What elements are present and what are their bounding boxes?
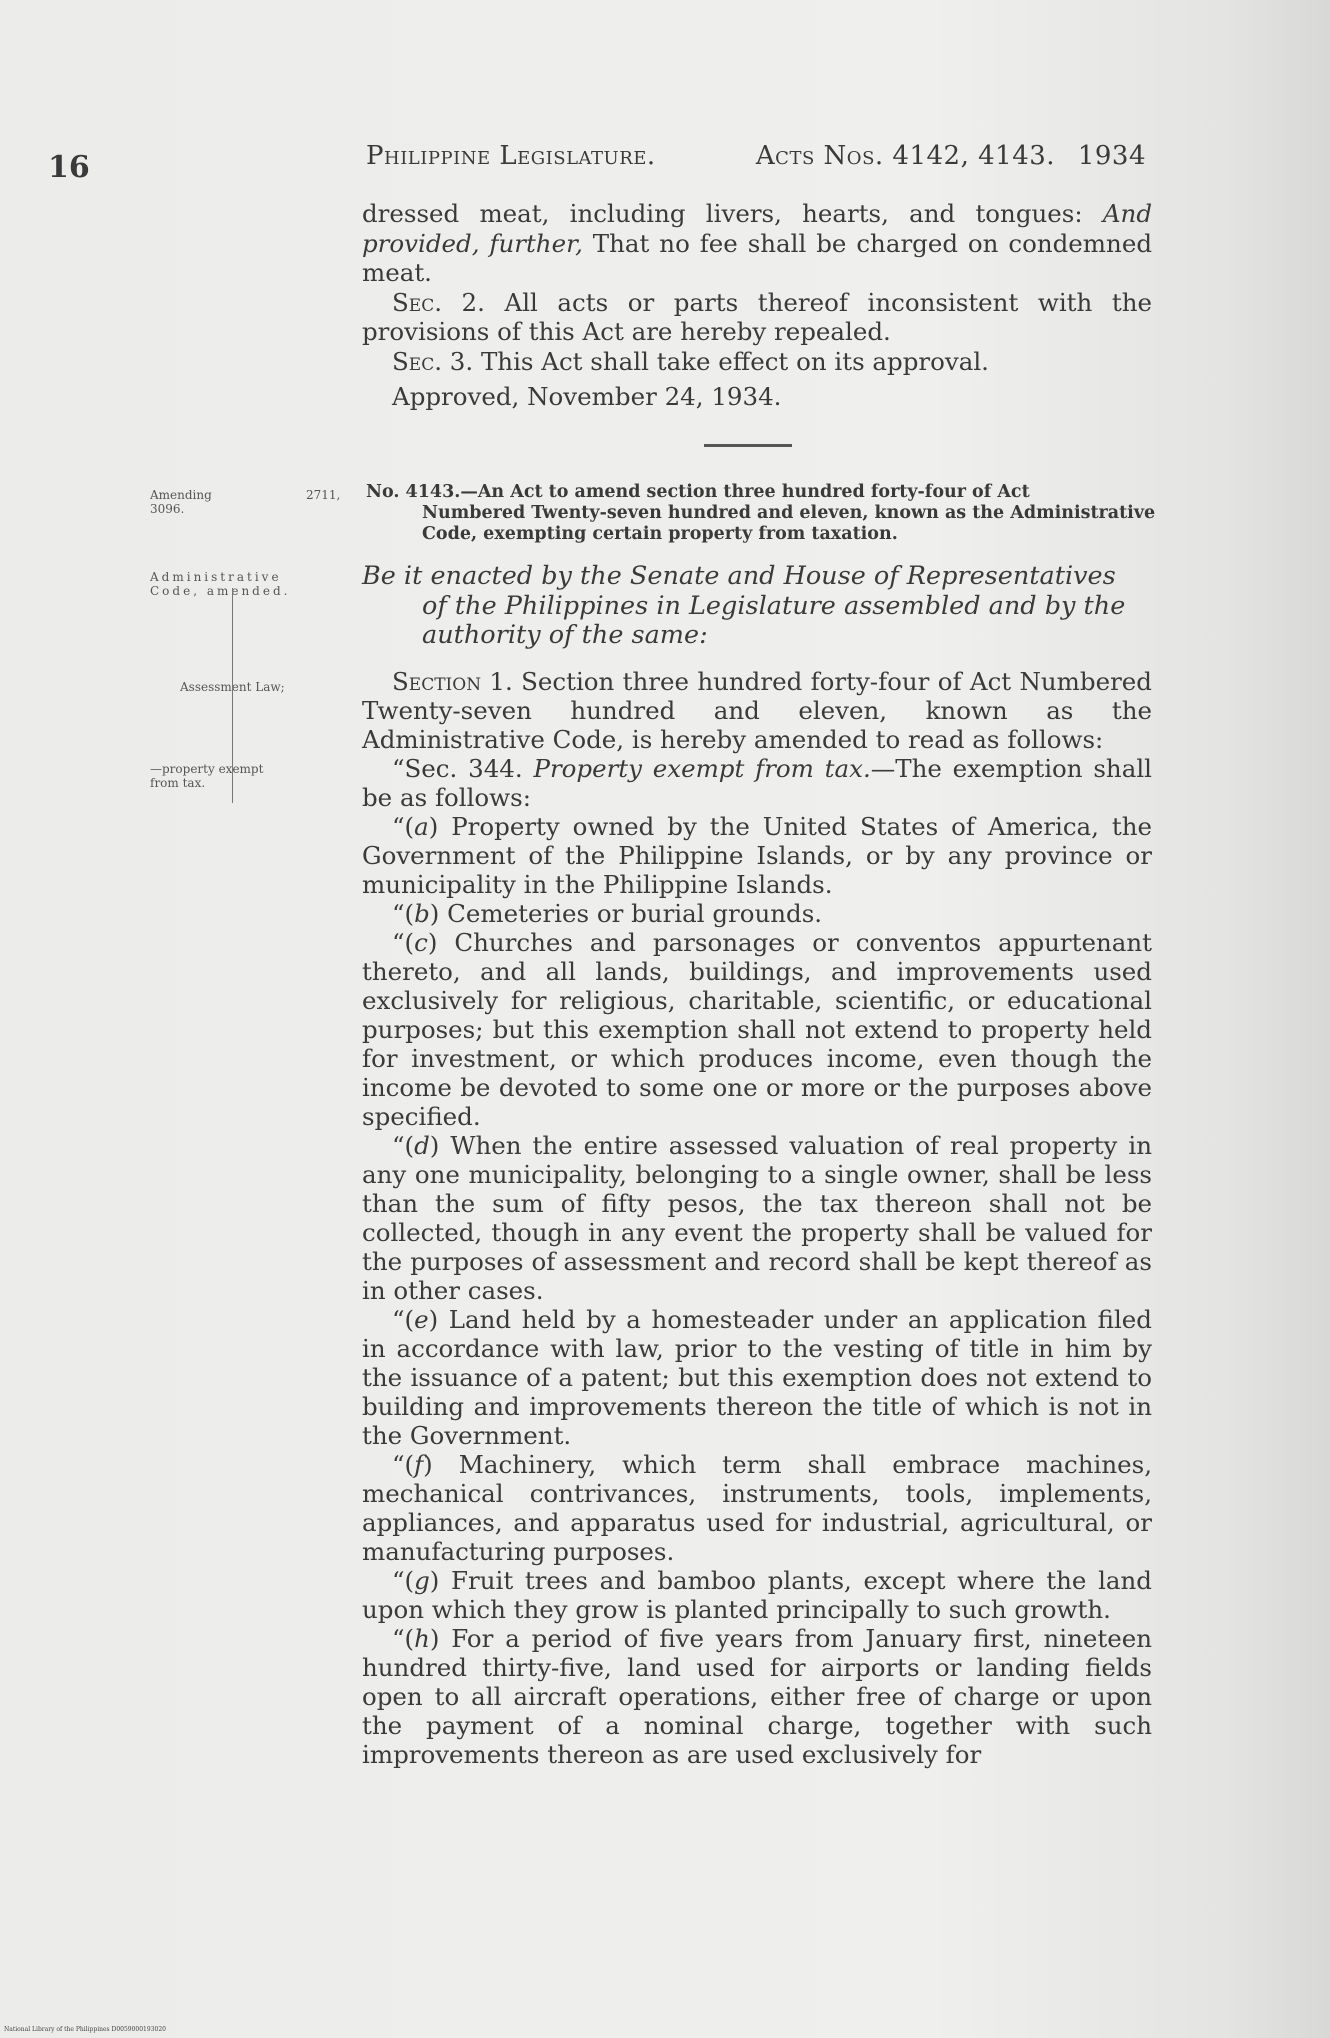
clause-text: Land held by a homesteader under an application filed in accordance with law, prior to the vesting of title in him by the issuance of a patent; but this exemption does not extend to building and improvements thereon the title of which is not in the Government.: [362, 1305, 1152, 1450]
clause-letter: g: [414, 1566, 430, 1595]
act-heading: [366, 482, 1156, 545]
clause-text: Property owned by the United States of America, the Government of the Philippine Islands, or by any province or municipality in the Philippine Islands.: [362, 812, 1152, 899]
margin-note-property: —property exempt from tax.: [150, 762, 264, 790]
clause-d: “(d) When the entire assessed valuation of real property in any one municipality, belonging to a single owner, shall be less than the sum of fifty pesos, the tax thereon shall not be collected, though in any event the property shall be valued for the purposes of assessment and record shall be kept thereof as in other cases.: [362, 1131, 1152, 1305]
act-number: No. 4143.—An Act to amend section three hundred forty-four of Act: [366, 482, 1030, 502]
clause-letter: e: [414, 1305, 429, 1334]
margin-note-assessment: Assessment Law;: [180, 680, 285, 694]
clause-b: “(b) Cemeteries or burial grounds.: [392, 899, 823, 928]
clause-text: For a period of five years from January first, nineteen hundred thirty-five, land used for airports or landing fields open to all aircraft operations, either free of charge or upon the payment of a nominal charge, together with such improvements thereon as are used exclusively for: [362, 1624, 1152, 1769]
clause-letter: a: [414, 812, 429, 841]
margin-note-amending: Amending 3096.: [150, 488, 212, 516]
margin-note-ref: 2711,: [306, 488, 341, 502]
clause-text: Machinery, which term shall embrace machines, mechanical contrivances, instruments, tools, implements, appliances, and apparatus used for industrial, agricultural, or manufacturing purposes.: [362, 1450, 1152, 1566]
clause-e: “(e) Land held by a homesteader under an application filed in accordance with law, prior to the vesting of title in him by the issuance of a patent; but this exemption does not extend to building and improvements thereon the title of which is not in the Government.: [362, 1305, 1152, 1450]
running-acts: Acts Nos. 4142, 4143.: [755, 141, 1056, 171]
margin-note-admin-code: Administrative Code, amended.: [150, 570, 291, 598]
main-text: [362, 667, 1152, 1769]
clause-a: “(a) Property owned by the United States of America, the Government of the Philippine Islands, or by any province or municipality in the Philippine Islands.: [362, 812, 1152, 899]
clause-h: “(h) For a period of five years from January first, nineteen hundred thirty-five, land used for airports or landing fields open to all aircraft operations, either free of charge or upon the payment of a nominal charge, together with such improvements thereon as are used exclusively for: [362, 1624, 1152, 1769]
section-2: Sec. 2. All acts or parts thereof inconsistent with the provisions of this Act are hereby repealed.: [362, 287, 1152, 346]
section-344-heading: “Sec. 344. Property exempt from tax.—The exemption shall be as follows:: [362, 754, 1152, 812]
margin-bracket-line: [232, 588, 233, 803]
clause-g: “(g) Fruit trees and bamboo plants, except where the land upon which they grow is planted principally to such growth.: [362, 1566, 1152, 1624]
act-title-rest: Numbered Twenty-seven hundred and eleven, known as the Administrative Code, exempting certain property from taxation.: [422, 503, 1156, 544]
section-divider-rule: [704, 444, 792, 447]
clause-c: “(c) Churches and parsonages or conventos appurtenant thereto, and all lands, buildings, and improvements used exclusively for religious, charitable, scientific, or educational purposes; but this exemption shall not extend to property held for investment, or which produces income, even though the income be devoted to some one or more or the purposes above specified.: [362, 928, 1152, 1131]
clause-f: “(f) Machinery, which term shall embrace machines, mechanical contrivances, instruments, tools, implements, appliances, and apparatus used for industrial, agricultural, or manufacturing purposes.: [362, 1450, 1152, 1566]
continued-paragraph: dressed meat, including livers, hearts, and tongues: And provided, further, That no fee shall be charged on condemned meat.: [362, 199, 1152, 287]
clause-list: [362, 812, 1152, 1769]
page-number: 16: [48, 150, 90, 185]
section-3: Sec. 3. This Act shall take effect on its approval.: [392, 346, 989, 376]
clause-letter: c: [414, 928, 428, 957]
clause-letter: b: [414, 899, 430, 928]
running-year: 1934: [1077, 141, 1146, 171]
enacting-rest: of the Philippines in Legislature assembled and by the authority of the same:: [422, 590, 1126, 650]
top-section: [362, 199, 1152, 412]
approved-line: Approved, November 24, 1934.: [392, 382, 782, 411]
clause-letter: f: [414, 1450, 424, 1479]
clause-text: Churches and parsonages or conventos appurtenant thereto, and all lands, buildings, and improvements used exclusively for religious, charitable, scientific, or educational purposes; but this exemption shall not extend to property held for investment, or which produces income, even though the income be devoted to some one or more or the purposes above specified.: [362, 928, 1152, 1131]
footer-tag: National Library of the Philippines D0059000193020: [4, 2026, 166, 2033]
running-title: Philippine Legislature.: [366, 141, 656, 171]
running-head: [366, 141, 1146, 171]
clause-text: When the entire assessed valuation of real property in any one municipality, belonging to a single owner, shall be less than the sum of fifty pesos, the tax thereon shall not be collected, though in any event the property shall be valued for the purposes of assessment and record shall be kept thereof as in other cases.: [362, 1131, 1152, 1305]
running-head-right: [756, 141, 1146, 171]
clause-text: Cemeteries or burial grounds.: [439, 899, 823, 928]
enacting-clause: [362, 562, 1152, 651]
clause-letter: d: [414, 1131, 430, 1160]
clause-letter: h: [414, 1624, 430, 1653]
clause-text: Fruit trees and bamboo plants, except where the land upon which they grow is planted principally to such growth.: [362, 1566, 1152, 1624]
enacting-first: Be it enacted by the Senate and House of Representatives: [362, 561, 1116, 591]
section-1: Section 1. Section three hundred forty-four of Act Numbered Twenty-seven hundred and eleven, known as the Administrative Code, is hereby amended to read as follows:: [362, 667, 1152, 754]
